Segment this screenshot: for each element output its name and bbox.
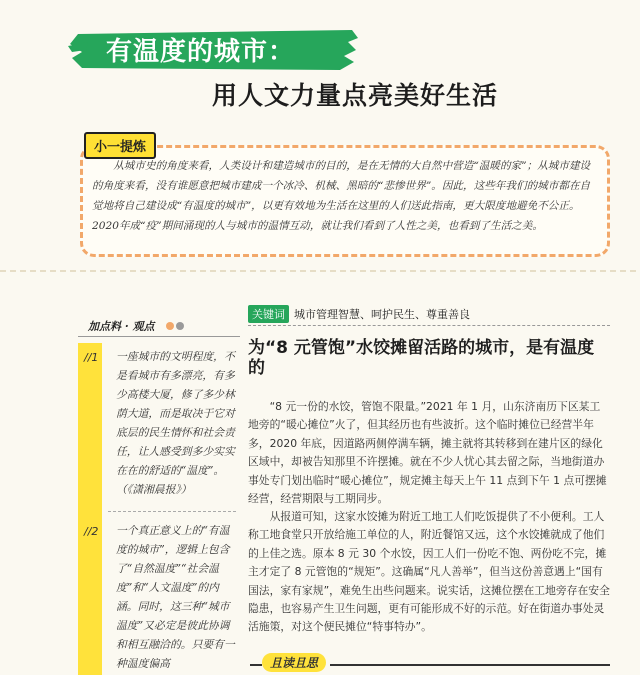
gray-dot-icon <box>176 322 184 330</box>
page-title: 有温度的城市： <box>106 37 296 67</box>
opinion-text-2: 一个真正意义上的“有温度的城市”，逻辑上包含了“自然温度”“社会温度”和“人文温度”的内涵。同时，这三种“城市温度”又必定是彼此协调和相互融洽的。只要有一种温度偏高 <box>116 524 235 670</box>
yellow-side-bar <box>78 343 102 675</box>
read-think-tag: 且读且思 <box>262 653 326 672</box>
summary-text: 从城市史的角度来看，人类设计和建造城市的目的，是在无情的大自然中营造“温暖的家”；从城市建设的角度来看，没有谁愿意把城市建成一个冰冷、机械、黑暗的“悲惨世界”。因此，这些年我们的城市都在自觉地将自己建设成“有温度的城市”，以更有效地为生活在这里的人们送此指南，更大限度地避免不公正。2020年成“疫”期间涌现的人与城市的温情互动，就让我们看到了人性之美，也看到了生活之美。 <box>92 160 591 232</box>
keyword-tag: 关键词 <box>248 305 289 323</box>
opinion-header <box>78 311 240 337</box>
title-banner <box>68 28 360 72</box>
keyword-rule <box>248 325 610 326</box>
opinion-column <box>78 311 240 675</box>
opinion-number-1: //1 <box>84 351 99 364</box>
opinion-text-1: 一座城市的文明程度，不是看城市有多漂亮，有多少高楼大厦，修了多少林荫大道，而是取决于它对底层的民生情怀和社会责任，让人感受到多少实实在在的舒适的“温度”。（《潇湘晨报》） <box>116 350 235 496</box>
page-subtitle: 用人文力量点亮美好生活 <box>212 81 499 110</box>
article-paragraph: “8 元一份的水饺，管饱不限量。”2021 年 1 月，山东济南历下区某工地旁的“暖心摊位”火了，但其经历也有些波折。这个临时摊位已经营半年多，2020 年底，因道路两侧停满车辆，摊主就将其转移到在建片区的绿化区域中，却被告知那里不许摆摊。就在不少人忧心其去留之际，当地街道办事处专门划出临时“暖心摊位”，规定摊主每天上午 11 点到下午 1 点可摆摊经营，经营期限与工期同步。 <box>248 400 607 506</box>
opinion-separator <box>108 511 236 512</box>
summary-tag: 小一提炼 <box>84 132 156 159</box>
section-divider <box>0 270 640 272</box>
opinion-number-2: //2 <box>84 525 99 538</box>
opinion-header-label: 加点料 · 观点 <box>88 320 155 333</box>
keyword-list: 城市管理智慧、呵护民生、尊重善良 <box>294 308 470 321</box>
orange-dot-icon <box>166 322 174 330</box>
article-title: 为“8 元管饱”水饺摊留活路的城市，是有温度的 <box>248 338 595 378</box>
read-rule-left <box>250 664 262 666</box>
article-paragraph: 从报道可知，这家水饺摊为附近工地工人们吃饭提供了不小便利。工人称工地食堂只开放给施工单位的人，附近餐馆又远，这个水饺摊就成了他们的上佳之选。原本 8 元 30 个水饺，因工人们一份吃不饱、两份吃不完，摊主才定了 8 元管饱的“规矩”。这确属“凡人善举”，但当这份善意遇上“国有国法，家有家规”，难免生出些问题来。说实话，这摊位摆在工地旁存在安全隐患，也容易产生卫生问题，更有可能形成不好的示范。好在街道办事处灵活施策，对这个便民摊位“特事特办”。 <box>248 510 610 634</box>
read-rule-right <box>330 664 610 666</box>
